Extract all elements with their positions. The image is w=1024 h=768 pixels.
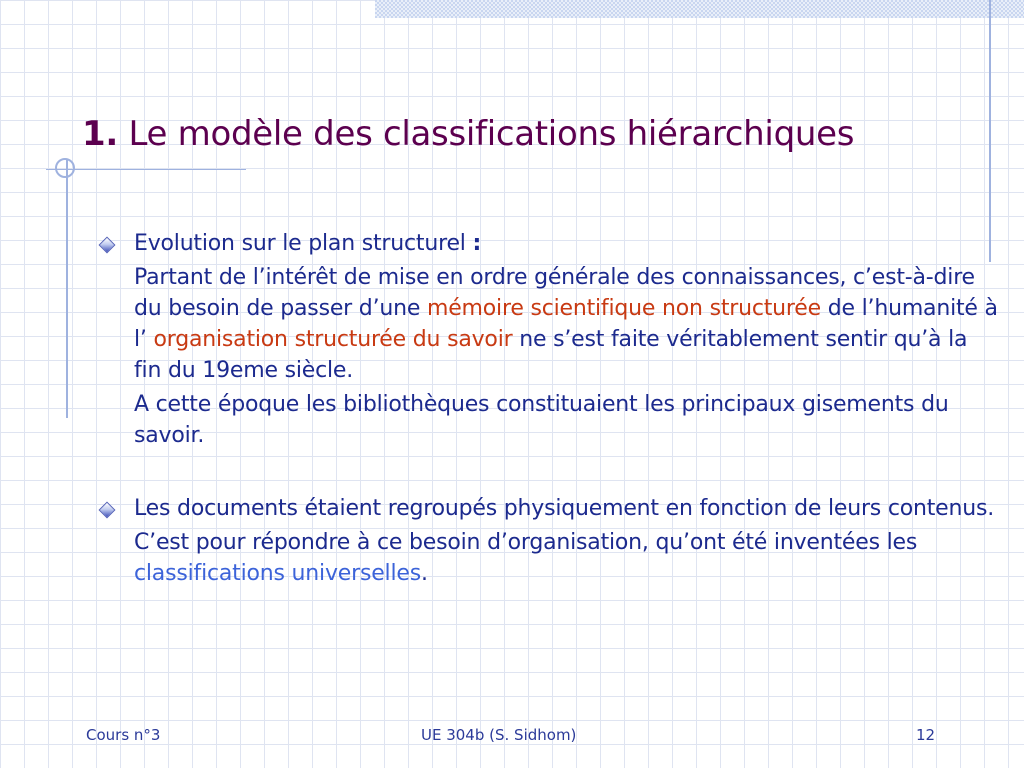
- bullet-1-heading-text: Evolution sur le plan structurel: [134, 231, 466, 256]
- bullet-1-p1-part1: Partant de l’intérêt de mise en ordre générale des connaissances, c’est-à-dire du besoin de passer d’une: [134, 265, 975, 321]
- diamond-bullet-icon: [99, 502, 116, 519]
- right-decorative-rule: [989, 0, 991, 262]
- footer-unit: UE 304b (S. Sidhom): [421, 726, 577, 744]
- bullet-2-p1-part1: C’est pour répondre à ce besoin d’organisation, qu’ont été inventées les: [134, 530, 918, 555]
- bullet-1-heading-colon: :: [472, 231, 482, 256]
- bullet-1-p1-highlight-2: organisation structurée du savoir: [153, 327, 513, 352]
- bullet-1-paragraph-2: A cette époque les bibliothèques constituaient les principaux gisements du savoir.: [134, 392, 949, 448]
- bullet-1-paragraph-1: [134, 262, 1000, 386]
- bullet-1-p1-highlight-1: mémoire scientifique non structurée: [426, 296, 821, 321]
- bullet-1-p1-part2: de l’humanité à l’: [134, 296, 998, 352]
- slide-title: [82, 110, 982, 158]
- bullet-2: [95, 493, 1000, 589]
- bullet-2-heading: Les documents étaient regroupés physiquement en fonction de leurs contenus.: [134, 496, 995, 521]
- bullet-1-heading: [134, 228, 1000, 259]
- footer-course: Cours n°3: [86, 726, 161, 744]
- bullet-1: [95, 228, 1000, 451]
- diamond-bullet-icon: [99, 237, 116, 254]
- footer-page-number: 12: [916, 726, 936, 744]
- crosshair-ring-icon: [55, 158, 75, 178]
- bullet-2-p1-part2: .: [420, 561, 428, 586]
- slide-content: [95, 228, 1000, 589]
- bullet-1-p1-part3: ne s’est faite véritablement sentir qu’à la fin du 19eme siècle.: [134, 327, 968, 383]
- left-decorative-rule: [66, 160, 68, 418]
- title-number: 1.: [82, 114, 118, 154]
- bullet-2-paragraph-1: [134, 527, 1000, 589]
- title-text: Le modèle des classifications hiérarchiques: [128, 114, 855, 154]
- title-underline-rule: [46, 169, 246, 170]
- bullet-2-p1-highlight: classifications universelles: [134, 561, 421, 586]
- top-decorative-band: [375, 0, 1024, 18]
